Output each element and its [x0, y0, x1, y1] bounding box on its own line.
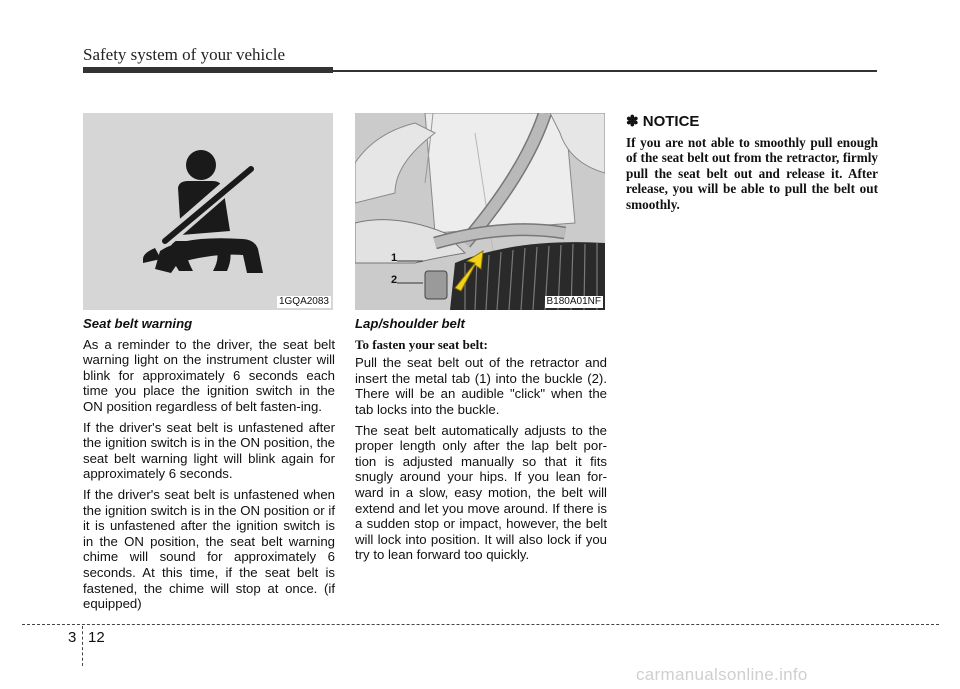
callout-2-label: 2: [391, 274, 398, 286]
paragraph: Pull the seat belt out of the retractor and insert the metal tab (1) into the buckle (2). There will be an audible "click" when the tab locks into the buckle.: [355, 355, 607, 417]
notice-heading: ✽ NOTICE: [626, 113, 700, 130]
paragraph: If the driver's seat belt is unfastened when the ignition switch is in the ON position or if it is unfastened after the ignition switch is in the ON position, the seat belt warning chime will sound for approximately 6 seconds. At this time, if the seat belt is fastened, the chime will stop at once. (if equipped): [83, 486, 335, 612]
section-subheading: To fasten your seat belt:: [355, 336, 488, 352]
notice-box: [626, 113, 878, 212]
footer-divider: [82, 626, 83, 666]
figure-code: B180A01NF: [546, 296, 601, 307]
paragraph: As a reminder to the driver, the seat belt warning light on the instrument cluster will blink for approximately 6 seconds each time you place the ignition switch in the ON position regardless of belt fasten-ing.: [83, 336, 335, 414]
section-heading: Seat belt warning: [83, 316, 193, 331]
header-rule-thick: [83, 67, 333, 73]
paragraph: The seat belt automatically adjusts to the proper length only after the lap belt por-tion is adjusted manually so that it fits snugly around your hips. If you lean for-ward in a slow, easy motion, the belt will extend and let you move around. If there is a sudden stop or impact, however, the belt will lock into position. It will also lock if you try to lean forward too quickly.: [355, 422, 607, 563]
callout-1-label: 1: [391, 252, 398, 264]
page-header-title: Safety system of your vehicle: [83, 45, 286, 64]
seatbelt-warning-figure: [83, 113, 333, 310]
lap-shoulder-belt-figure: [355, 113, 605, 310]
section-heading: Lap/shoulder belt: [355, 316, 465, 331]
watermark: carmanualsonline.info: [636, 665, 808, 684]
lap-shoulder-belt-section: [355, 316, 607, 568]
header-rule-thin: [333, 70, 877, 72]
page-number: 12: [88, 629, 105, 646]
footer-rule: [22, 624, 939, 625]
figure-code: 1GQA2083: [278, 296, 329, 307]
seatbelt-warning-icon: [83, 113, 333, 310]
paragraph: If the driver's seat belt is unfastened after the ignition switch is in the ON position, the seat belt warning light will blink again for approximately 6 seconds.: [83, 419, 335, 482]
seatbelt-warning-section: [83, 316, 335, 617]
section-number: 3: [68, 629, 77, 646]
notice-text: If you are not able to smoothly pull enough of the seat belt out from the retractor, firmly pull the seat belt out and release it. After release, you will be able to pull the belt out smoothly.: [626, 135, 878, 212]
